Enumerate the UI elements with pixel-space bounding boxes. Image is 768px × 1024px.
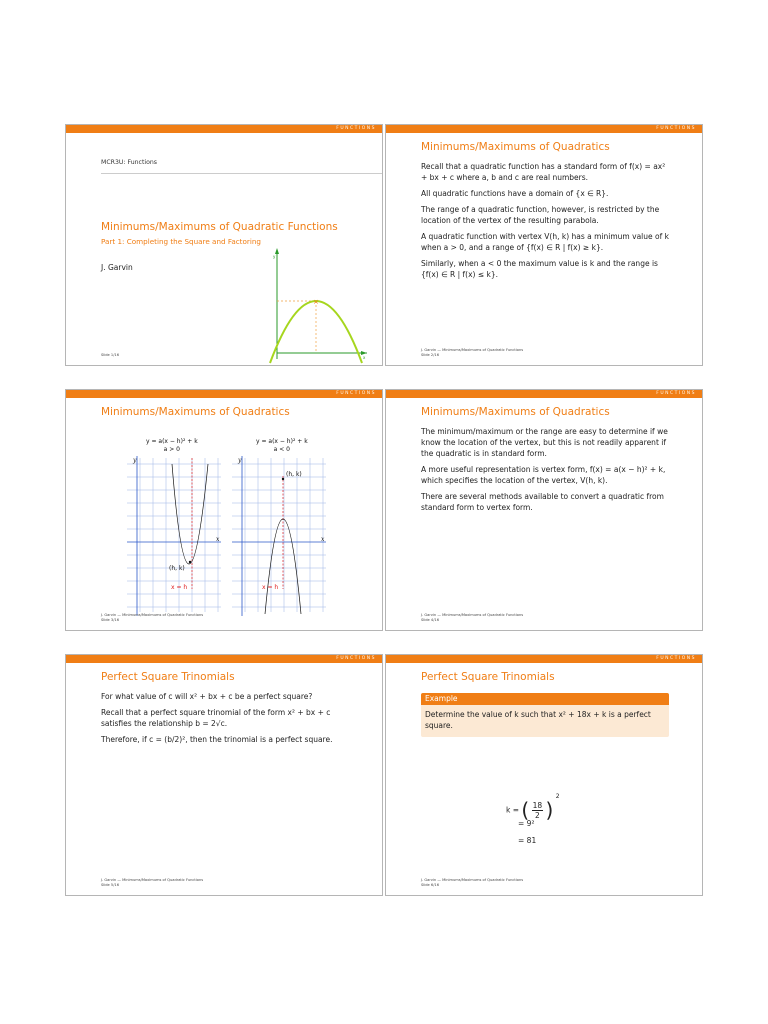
header-label: FUNCTIONS bbox=[656, 391, 696, 396]
slide-number: Slide 6/16 bbox=[421, 883, 439, 887]
slide-title: Minimums/Maximums of Quadratics bbox=[101, 406, 290, 418]
slide-6 bbox=[385, 654, 703, 896]
vertex-label: (h, k) bbox=[169, 565, 185, 572]
paragraph: For what value of c will x² + bx + c be a perfect square? bbox=[101, 692, 313, 701]
slide-title: Minimums/Maximums of Quadratics bbox=[421, 406, 610, 418]
exponent: 2 bbox=[555, 793, 560, 800]
y-axis-arrow bbox=[275, 248, 279, 254]
equation-line-3: = 81 bbox=[518, 836, 537, 845]
paragraph: The range of a quadratic function, however, is restricted by the location of the vertex of the resulting parabola. bbox=[421, 205, 660, 225]
eq-lhs: k = bbox=[506, 805, 520, 815]
vertex-marker: × bbox=[313, 298, 319, 306]
equation-line-2: = 9² bbox=[518, 819, 535, 828]
footer-text: J. Garvin — Minimums/Maximums of Quadratic Functions bbox=[101, 878, 204, 882]
equation-line-1 bbox=[506, 793, 560, 822]
slide-number: Slide 3/16 bbox=[101, 618, 119, 622]
footer-text: J. Garvin — Minimums/Maximums of Quadratic Functions bbox=[421, 878, 524, 882]
left-condition: a > 0 bbox=[163, 446, 180, 453]
author: J. Garvin bbox=[101, 263, 133, 272]
footer-text: J. Garvin — Minimums/Maximums of Quadratic Functions bbox=[421, 613, 524, 617]
slide-4 bbox=[385, 389, 703, 631]
header-label: FUNCTIONS bbox=[656, 126, 696, 131]
slide-footer bbox=[101, 878, 203, 888]
slide-header-bar bbox=[66, 390, 382, 398]
header-label: FUNCTIONS bbox=[656, 656, 696, 661]
slide-footer bbox=[421, 613, 523, 623]
fraction-denominator: 2 bbox=[534, 810, 540, 820]
paragraph: There are several methods available to convert a quadratic from standard form to vertex form. bbox=[421, 492, 664, 512]
title-parabola-graph bbox=[261, 245, 371, 365]
slide-number: Slide 4/16 bbox=[421, 618, 439, 622]
divider bbox=[101, 173, 382, 174]
course-name: MCR3U: Functions bbox=[101, 159, 158, 166]
right-condition: a < 0 bbox=[273, 446, 290, 453]
example-block-body: Determine the value of k such that x² + 18x + k is a perfect square. bbox=[421, 705, 669, 737]
slide-footer bbox=[421, 348, 523, 358]
y-label: y bbox=[273, 254, 276, 259]
x-label: x bbox=[321, 536, 325, 543]
slide-title: Perfect Square Trinomials bbox=[101, 671, 235, 683]
header-label: FUNCTIONS bbox=[336, 391, 376, 396]
paragraph: All quadratic functions have a domain of {x ∈ R}. bbox=[421, 189, 609, 198]
slide-2 bbox=[385, 124, 703, 366]
slide-header-bar bbox=[66, 655, 382, 663]
grid bbox=[232, 458, 326, 612]
paragraph: A more useful representation is vertex form, f(x) = a(x − h)² + k, which specifies the location of the vertex, V(h, k). bbox=[421, 465, 666, 485]
footer-text: J. Garvin — Minimums/Maximums of Quadratic Functions bbox=[101, 613, 204, 617]
vertex-point bbox=[189, 561, 191, 563]
slide-number: Slide 1/16 bbox=[101, 353, 119, 357]
slide-header-bar bbox=[66, 125, 382, 133]
slide-footer bbox=[421, 878, 523, 888]
header-label: FUNCTIONS bbox=[336, 656, 376, 661]
slide-5 bbox=[65, 654, 383, 896]
slide-number: Slide 2/16 bbox=[421, 353, 439, 357]
upward-parabola bbox=[172, 464, 208, 564]
slide-header-bar bbox=[386, 125, 702, 133]
slide-title: Perfect Square Trinomials bbox=[421, 671, 555, 683]
header-label: FUNCTIONS bbox=[336, 126, 376, 131]
fraction-numerator: 18 bbox=[532, 800, 543, 810]
slide-number: Slide 5/16 bbox=[101, 883, 119, 887]
x-label: x bbox=[216, 536, 220, 543]
symmetry-label: x = h bbox=[262, 584, 279, 591]
paragraph: Recall that a perfect square trinomial of the form x² + bx + c satisfies the relationship b = 2√c. bbox=[101, 708, 331, 728]
left-equation: y = a(x − h)² + k bbox=[146, 438, 198, 445]
right-equation: y = a(x − h)² + k bbox=[256, 438, 308, 445]
example-block-header: Example bbox=[421, 693, 669, 705]
symmetry-label: x = h bbox=[171, 584, 188, 591]
paragraph: Recall that a quadratic function has a standard form of f(x) = ax² + bx + c where a, b and c are real numbers. bbox=[421, 162, 666, 182]
paren-open: ( bbox=[521, 798, 530, 822]
y-label: y bbox=[133, 457, 137, 464]
y-label: y bbox=[238, 457, 242, 464]
left-graph-caption bbox=[146, 438, 198, 454]
paragraph: The minimum/maximum or the range are easy to determine if we know the location of the vertex, but this is not readily apparent if the quadratic is in standard form. bbox=[421, 427, 668, 458]
paren-close: ) bbox=[545, 798, 554, 822]
slide-header-bar bbox=[386, 390, 702, 398]
left-parabola-graph bbox=[124, 454, 224, 619]
slide-title: Minimums/Maximums of Quadratics bbox=[421, 141, 610, 153]
x-label: x bbox=[363, 355, 366, 360]
paragraph: Similarly, when a < 0 the maximum value is k and the range is {f(x) ∈ R | f(x) ≤ k}. bbox=[421, 259, 658, 279]
paragraph: Therefore, if c = (b/2)², then the trinomial is a perfect square. bbox=[101, 735, 333, 744]
footer-text: J. Garvin — Minimums/Maximums of Quadratic Functions bbox=[421, 348, 524, 352]
right-graph-caption bbox=[256, 438, 308, 454]
presentation-title: Minimums/Maximums of Quadratic Functions bbox=[101, 221, 338, 233]
vertex-point bbox=[282, 478, 284, 480]
vertex-label: (h, k) bbox=[286, 471, 302, 478]
slide-body bbox=[421, 161, 669, 285]
paragraph: A quadratic function with vertex V(h, k) has a minimum value of k when a > 0, and a range of {f(x) ∈ R | f(x) ≥ k}. bbox=[421, 232, 669, 252]
presentation-subtitle: Part 1: Completing the Square and Factoring bbox=[101, 237, 261, 246]
slide-1 bbox=[65, 124, 383, 366]
slide-header-bar bbox=[386, 655, 702, 663]
slide-body bbox=[101, 691, 349, 750]
right-parabola-graph bbox=[229, 454, 329, 619]
fraction bbox=[532, 801, 544, 820]
slide-body bbox=[421, 426, 669, 518]
slide-footer bbox=[101, 613, 203, 623]
slide-3 bbox=[65, 389, 383, 631]
